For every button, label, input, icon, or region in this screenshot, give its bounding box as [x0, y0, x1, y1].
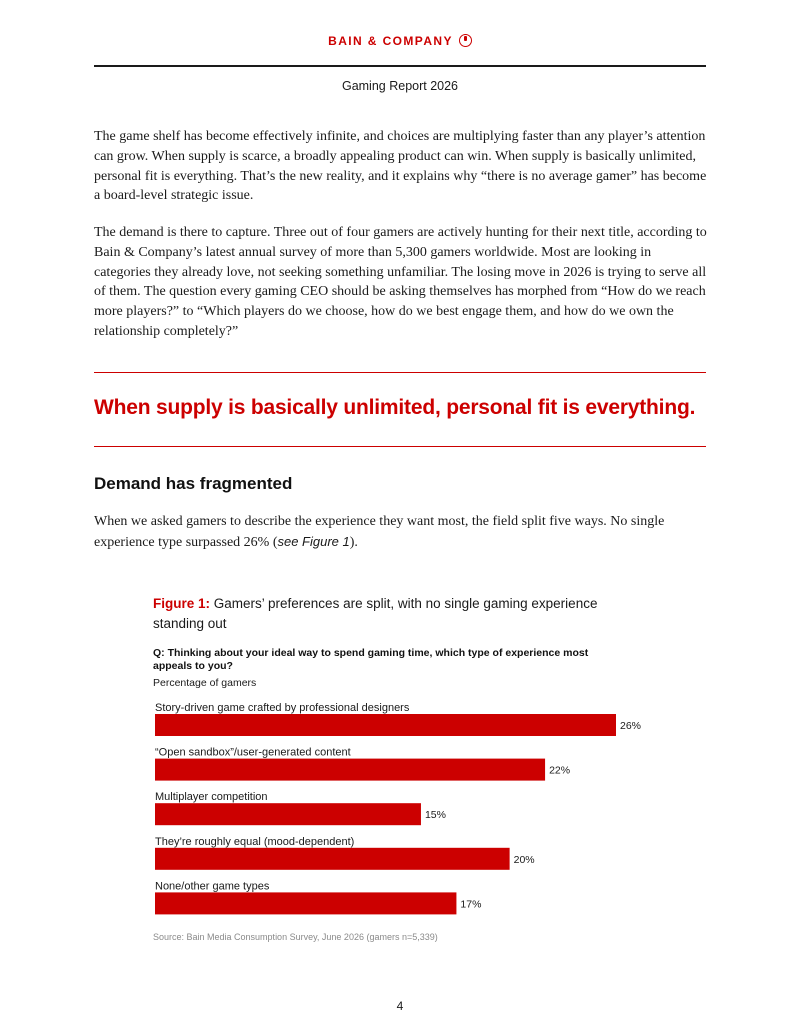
figure-title-text: Gamers’ preferences are split, with no single gaming experience standing out — [153, 596, 598, 631]
bar-category-label: Story-driven game crafted by professional designers — [155, 702, 410, 714]
bar-category-label: They’re roughly equal (mood-dependent) — [155, 835, 355, 848]
body-paragraph-1: The game shelf has become effectively infinite, and choices are multiplying faster than any player’s attention can grow. When supply is scarce, a broadly appealing product can win. When supply is basically unlimited, personal fit is everything. That’s the new reality, and it explains why “there is no average gamer” has become a board-level strategic issue. — [94, 129, 707, 204]
page-number: 4 — [396, 999, 404, 1013]
bar — [155, 892, 456, 914]
bar-category-label: “Open sandbox”/user-generated content — [155, 746, 351, 759]
section-heading: Demand has fragmented — [94, 474, 293, 493]
figure-reference: see Figure 1 — [277, 533, 350, 549]
survey-question: Q: Thinking about your ideal way to spend gaming time, which type of experience most appeals to you? — [153, 647, 589, 672]
paragraph-3-text: When we asked gamers to describe the experience they want most, the field split five ways. No single experience type surpassed 26% ( — [94, 514, 665, 550]
bar-category-label: None/other game types — [155, 880, 270, 893]
bar-value-label: 15% — [424, 809, 446, 822]
brand-name: BAIN & COMPANY — [328, 34, 453, 48]
bar-value-label: 22% — [549, 764, 571, 777]
bar — [155, 803, 421, 825]
body-paragraph-2: The demand is there to capture. Three out of four gamers are actively hunting for their next title, according to Bain & Company’s latest annual survey of more than 5,300 gamers worldwide. Most are looking in categories they already love, not seeking something unfamiliar. The losing move in 2026 is trying to serve all of them. The question every gaming CEO should be asking themselves has morphed from “How do we reach more players?” to “Which players do we choose, how do we best engage them, and how do we own the relationship completely?” — [94, 225, 707, 339]
bar-value-label: 26% — [620, 720, 642, 732]
pull-quote: When supply is basically unlimited, personal fit is everything. — [94, 396, 696, 419]
bar-value-label: 17% — [460, 898, 482, 911]
bar-category-label: Multiplayer competition — [155, 791, 268, 804]
bar — [155, 714, 616, 736]
bar-value-label: 20% — [513, 853, 535, 866]
figure-label: Figure 1: — [153, 596, 211, 611]
figure-source: Source: Bain Media Consumption Survey, June 2026 (gamers n=5,339) — [153, 932, 438, 942]
bar — [155, 848, 510, 870]
report-title: Gaming Report 2026 — [341, 79, 459, 93]
bar — [155, 759, 545, 781]
paragraph-3-end: ). — [349, 534, 358, 550]
chart-unit-label: Percentage of gamers — [153, 677, 257, 689]
